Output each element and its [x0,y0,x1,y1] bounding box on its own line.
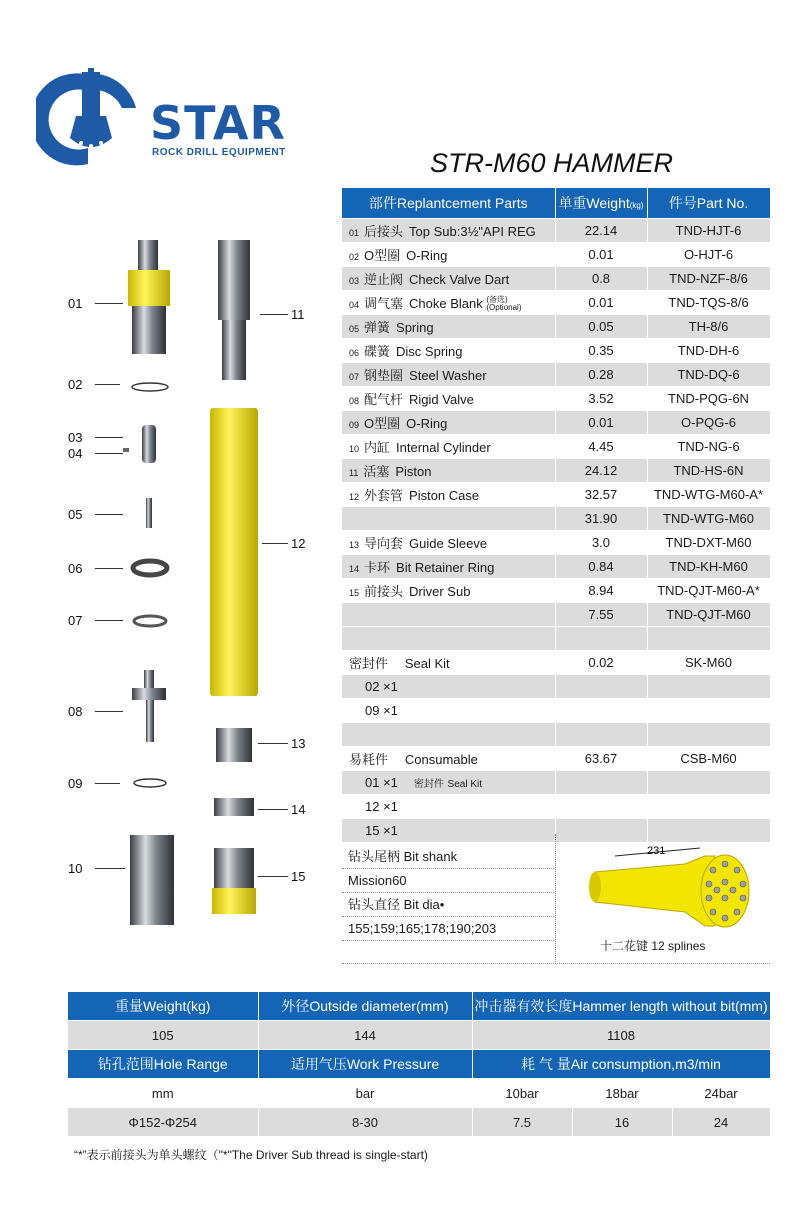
check-valve-part [142,425,156,463]
table-row [342,219,770,243]
partno-cell: TND-QJT-M60 [647,603,770,627]
weight-cell: 3.52 [555,387,647,411]
internal-cylinder-part [130,835,174,925]
page-title: STR-M60 HAMMER [430,148,674,178]
part-label-10: 10 [68,861,83,876]
leader-line [95,437,123,438]
weight-cell: 32.57 [555,483,647,507]
part-label-14: 14 [291,802,306,817]
part-label-15: 15 [291,869,306,884]
part-name-cell: 12 外套管 Piston Case [342,483,555,507]
part-name-cell [342,603,555,627]
weight-cell [555,795,647,819]
weight-cell: 0.01 [555,291,647,315]
partno-cell: TND-HJT-6 [647,219,770,243]
bit-dia-label: 钻头直径 Bit dia• [342,893,554,917]
bit-shank-value: Mission60 [342,869,554,893]
partno-cell [647,675,770,699]
o-ring-part [132,383,168,391]
partno-cell: TND-PQG-6N [647,387,770,411]
spec-unit: mm [68,1079,258,1108]
partno-cell: TND-WTG-M60-A* [647,483,770,507]
weight-cell: 0.05 [555,315,647,339]
partno-cell: TH-8/6 [647,315,770,339]
brand-name: STAR [150,96,286,150]
weight-cell [555,723,647,747]
partno-cell: TND-NG-6 [647,435,770,459]
table-row [342,315,770,339]
col-header-weight: 单重Weight(kg) [555,188,647,219]
part-name-cell: 密封件 Seal Kit [342,651,555,675]
partno-cell [647,699,770,723]
table-row [342,651,770,675]
part-name-cell: 09 O型圈 O-Ring [342,411,555,435]
weight-cell: 22.14 [555,219,647,243]
leader-line [258,876,288,877]
spec-value: 24 [672,1108,770,1137]
spec-header-weight: 重量Weight(kg) [68,992,258,1021]
steel-washer-part [134,616,166,626]
leader-line [262,543,288,544]
bit-divider [342,963,770,964]
weight-cell: 4.45 [555,435,647,459]
partno-cell: TND-QJT-M60-A* [647,579,770,603]
spec-value-weight: 105 [68,1021,258,1050]
spring-part [146,498,152,528]
part-label-04: 04 [68,446,83,461]
weight-cell: 3.0 [555,531,647,555]
spec-value: Φ152-Φ254 [68,1108,258,1137]
table-row [342,387,770,411]
table-row [342,291,770,315]
partno-cell: TND-HS-6N [647,459,770,483]
choke-blank-part [123,448,129,452]
part-label-07: 07 [68,613,83,628]
spec-header-diameter: 外径Outside diameter(mm) [258,992,472,1021]
part-label-06: 06 [68,561,83,576]
weight-cell: 0.84 [555,555,647,579]
weight-cell: 0.02 [555,651,647,675]
top-sub-part [128,240,170,354]
table-row [342,411,770,435]
weight-cell: 0.01 [555,411,647,435]
partno-cell [647,771,770,795]
part-name-cell: 06 碟簧 Disc Spring [342,339,555,363]
table-row [342,579,770,603]
o-ring-part [134,779,166,787]
leader-line [95,514,123,515]
weight-cell: 0.8 [555,267,647,291]
table-row [342,267,770,291]
part-name-cell: 15 ×1 [342,819,555,843]
replacement-parts-table [342,188,771,843]
leader-line [95,384,120,385]
spec-header-air: 耗 气 量Air consumption,m3/min [472,1050,770,1079]
partno-cell: SK-M60 [647,651,770,675]
partno-cell: O-HJT-6 [647,243,770,267]
leader-line [95,620,123,621]
spec-unit: 24bar [672,1079,770,1108]
leader-line [258,809,288,810]
part-name-cell: 01 后接头 Top Sub:3½"API REG [342,219,555,243]
leader-line [258,743,288,744]
leader-line [95,568,123,569]
part-name-cell: 02 ×1 [342,675,555,699]
driver-sub-part [212,848,256,914]
weight-cell [555,771,647,795]
piston-case-part [210,408,258,696]
partno-cell: O-PQG-6 [647,411,770,435]
rigid-valve-part [132,670,166,742]
spec-unit: 10bar [472,1079,572,1108]
part-name-cell: 13 导向套 Guide Sleeve [342,531,555,555]
part-name-cell [342,507,555,531]
spec-value: 8-30 [258,1108,472,1137]
partno-cell [647,795,770,819]
part-name-cell: 08 配气杆 Rigid Valve [342,387,555,411]
partno-cell: TND-KH-M60 [647,555,770,579]
leader-line [95,868,125,869]
weight-cell: 7.55 [555,603,647,627]
hammer-parts-illustration [60,230,340,930]
spec-table [68,992,771,1137]
table-row [342,435,770,459]
partno-cell: TND-WTG-M60 [647,507,770,531]
leader-line [95,783,120,784]
leader-line [95,711,123,712]
part-label-02: 02 [68,377,83,392]
table-row [342,795,770,819]
part-name-cell: 12 ×1 [342,795,555,819]
spec-value-length: 1108 [472,1021,770,1050]
spec-value: 16 [572,1108,672,1137]
part-name-cell: 05 弹簧 Spring [342,315,555,339]
partno-cell: TND-DH-6 [647,339,770,363]
spec-unit: 18bar [572,1079,672,1108]
table-row [342,699,770,723]
partno-cell: TND-NZF-8/6 [647,267,770,291]
piston-part [218,240,250,380]
part-label-09: 09 [68,776,83,791]
weight-cell: 0.35 [555,339,647,363]
spec-value-diameter: 144 [258,1021,472,1050]
table-row [342,555,770,579]
weight-cell [555,675,647,699]
guide-sleeve-part [216,728,252,762]
part-label-11: 11 [291,307,305,322]
partno-cell [647,627,770,651]
leader-line [260,314,288,315]
disc-spring-part [133,561,167,575]
bit-dia-value: 155;159;165;178;190;203 [342,917,554,941]
leader-line [95,453,123,454]
table-row [342,747,770,771]
part-name-cell: 02 O型圈 O-Ring [342,243,555,267]
table-row [342,531,770,555]
table-row [342,675,770,699]
spec-header-length: 冲击器有效长度Hammer length without bit(mm) [472,992,770,1021]
spec-header-hole-range: 钻孔范围Hole Range [68,1050,258,1079]
weight-cell: 31.90 [555,507,647,531]
part-label-12: 12 [291,536,306,551]
bit-shank-label: 钻头尾柄 Bit shank [342,845,554,869]
part-name-cell: 10 内缸 Internal Cylinder [342,435,555,459]
part-name-cell: 09 ×1 [342,699,555,723]
part-name-cell: 14 卡环 Bit Retainer Ring [342,555,555,579]
table-row [342,483,770,507]
table-row [342,603,770,627]
part-name-cell: 15 前接头 Driver Sub [342,579,555,603]
weight-cell [555,627,647,651]
table-row [342,507,770,531]
part-name-cell: 11 活塞 Piston [342,459,555,483]
part-name-cell: 易耗件 Consumable [342,747,555,771]
weight-cell: 63.67 [555,747,647,771]
weight-cell: 0.01 [555,243,647,267]
spec-value: 7.5 [472,1108,572,1137]
part-name-cell: 01 ×1 密封件 Seal Kit [342,771,555,795]
partno-cell: CSB-M60 [647,747,770,771]
table-row [342,723,770,747]
col-header-partno: 件号Part No. [647,188,770,219]
bit-caption: 十二花键 12 splines [600,939,706,953]
leader-line [95,303,123,304]
weight-cell: 24.12 [555,459,647,483]
weight-cell: 8.94 [555,579,647,603]
part-label-13: 13 [291,736,306,751]
bit-info [342,834,554,941]
part-label-05: 05 [68,507,83,522]
retainer-ring-part [214,798,254,816]
brand-tagline: ROCK DRILL EQUIPMENT [152,147,286,158]
table-row [342,771,770,795]
table-row [342,363,770,387]
weight-cell [555,699,647,723]
part-name-cell [342,627,555,651]
part-label-03: 03 [68,430,83,445]
part-name-cell: 07 钢垫圈 Steel Washer [342,363,555,387]
partno-cell [647,819,770,843]
weight-cell [555,819,647,843]
partno-cell [647,723,770,747]
col-header-part: 部件Replantcement Parts [342,188,555,219]
table-row [342,459,770,483]
part-label-01: 01 [68,296,83,311]
part-name-cell: 04 调气塞 Choke Blank (备选) (Optional) [342,291,555,315]
table-row [342,339,770,363]
part-name-cell: 03 逆止阀 Check Valve Dart [342,267,555,291]
part-name-cell [342,723,555,747]
spec-unit: bar [258,1079,472,1108]
partno-cell: TND-DQ-6 [647,363,770,387]
table-row [342,243,770,267]
partno-cell: TND-TQS-8/6 [647,291,770,315]
bit-divider [555,834,556,964]
spec-header-pressure: 适用气压Work Pressure [258,1050,472,1079]
footnote: “*”表示前接头为单头螺纹（"*"The Driver Sub thread is single-start) [74,1148,428,1162]
bit-length-label: 231 [647,845,666,857]
table-row [342,627,770,651]
drill-bit-icon [585,842,760,934]
weight-cell: 0.28 [555,363,647,387]
partno-cell: TND-DXT-M60 [647,531,770,555]
part-label-08: 08 [68,704,83,719]
